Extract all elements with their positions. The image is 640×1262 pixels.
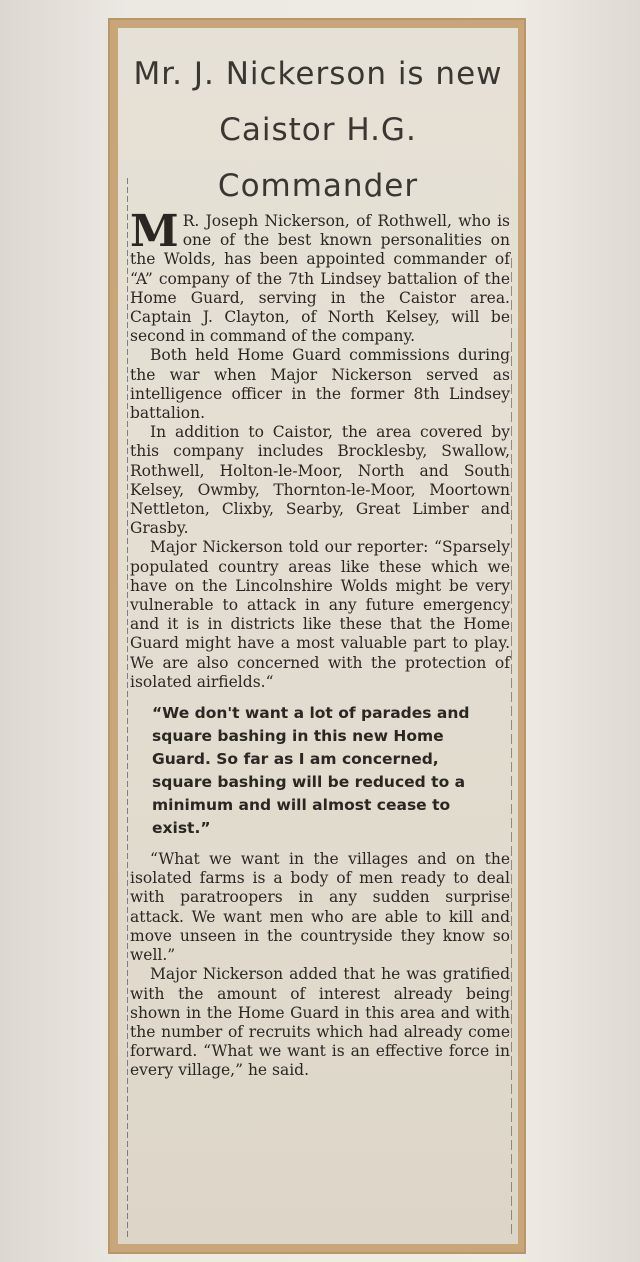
article-body — [130, 206, 510, 1081]
newspaper-clipping — [118, 28, 518, 1244]
paragraph-3: In addition to Caistor, the area covered by this company includes Brocklesby, Swallow, Rothwell, Holton-le-Moor, North and South Kelsey, Owmby, Thornton-le-Moor, Moortown Nettleton, Clixby, Searby, Great Limber and Grasby. — [130, 423, 510, 538]
paragraph-1 — [130, 206, 510, 346]
pull-quote: “We don't want a lot of parades and square bashing in this new Home Guard. So far as I am concerned, square bashing will be reduced to a minimum and will almost cease to exist.” — [152, 704, 470, 838]
paragraph-5: “What we want in the villages and on the isolated farms is a body of men ready to deal with paratroopers in any sudden surprise attack. We want men who are able to kill and move unseen in the countryside they know so well.” — [130, 850, 510, 965]
column-rule-right — [511, 258, 512, 1238]
column-rule-left — [127, 178, 128, 1238]
paragraph-1-text: R. Joseph Nickerson, of Rothwell, who is one of the best known personalities on the Wolds, has been appointed commander of “A” company of the 7th Lindsey battalion of the Home Guard, serving in the Caistor area. Captain J. Clayton, of North Kelsey, will be second in command of the company. — [130, 212, 510, 346]
paragraph-4: Major Nickerson told our reporter: “Sparsely populated country areas like these which we have on the Lincolnshire Wolds might be very vulnerable to attack in any future emergency and it is in districts like these that the Home Guard might have a most valuable part to play. We are also concerned with the protection of isolated airfields.“ — [130, 538, 510, 691]
paragraph-6: Major Nickerson added that he was gratified with the amount of interest already being shown in the Home Guard in this area and with the number of recruits which had already come forward. “What we want is an effective force in every village,” he said. — [130, 965, 510, 1080]
article-headline: Mr. J. Nickerson is new Caistor H.G. Commander — [133, 56, 503, 204]
drop-cap: M — [130, 206, 179, 257]
paragraph-2: Both held Home Guard commissions during the war when Major Nickerson served as intelligence officer in the former 8th Lindsey battalion. — [130, 346, 510, 423]
